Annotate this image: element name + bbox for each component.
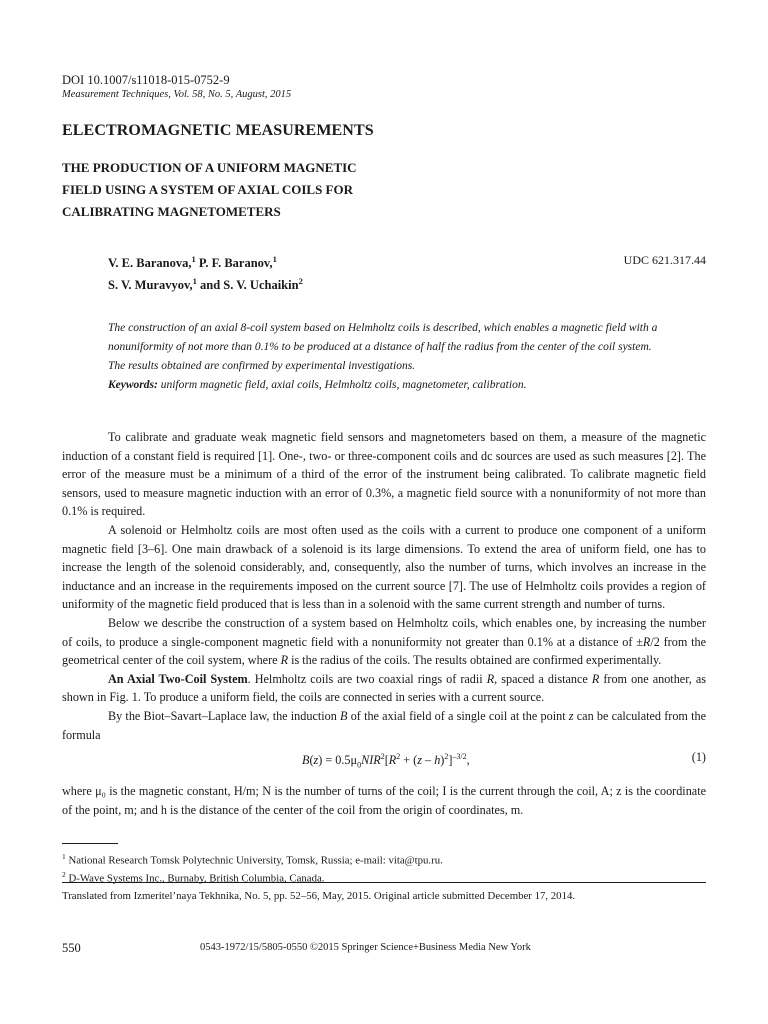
footnote: $^1$ National Research Tomsk Polytechnic University, Tomsk, Russia; e-mail: vita@tpu.ru.: [62, 852, 443, 867]
body-paragraph: A solenoid or Helmholtz coils are most often used as the coils with a current to produce one component of a uniform magnetic field [3–6]. One main drawback of a solenoid is its large dimensions. To extend the area of uniform field, one has to increase the length of the solenoid considerably, and, consequently, also the number of turns, which involves an increase in the inductance and an increase in the requirements imposed on the current source [7]. The use of Helmholtz coils provides a region of uniformity of the magnetic field produced that is less than in a solenoid with the same current strength and number of turns.: [62, 522, 706, 612]
body-paragraph: To calibrate and graduate weak magnetic field sensors and magnetometers based on them, a measure of the magnetic induction of a constant field is required [1]. One-, two- or three-component coils and dc sources are used as such measures [2]. The error of the measure must be a minimum of a third of the error of the instrument being calibrated. To calibrate magnetic field sensors, used to measure magnetic induction with an error of 0.3%, a magnetic field source with a nonuniformity of not more than 0.1% is required.: [62, 430, 706, 519]
copyright-line: 0543-1972/15/5805-0550 ©2015 Springer Science+Business Media New York: [200, 942, 531, 953]
udc-code: UDC 621.317.44: [623, 253, 706, 267]
footnote-divider: [62, 843, 118, 844]
translation-divider: [62, 882, 706, 883]
body-paragraph: An Axial Two-Coil System. Helmholtz coils are two coaxial rings of radii R, spaced a distance R from one another, as shown in Fig. 1. To produce a uniform field, the coils are connected in series with a current source.: [62, 671, 707, 705]
keywords-list: uniform magnetic field, axial coils, Helmholtz coils, magnetometer, calibration.: [157, 379, 527, 391]
keywords-label: Keywords:: [108, 379, 158, 391]
equation-number: (1): [691, 750, 706, 765]
title-line: CALIBRATING MAGNETOMETERS: [62, 204, 281, 219]
affiliation-mark: 1: [192, 276, 197, 287]
equation-row: [62, 744, 706, 774]
page-number: 550: [62, 941, 81, 955]
footnotes: [62, 850, 443, 885]
body-paragraph: Below we describe the construction of a system based on Helmholtz coils, which enables one, by increasing the number of coils, to produce a single-component magnetic field with a nonuniformity not greater than 0.1% at a distance of ±R/2 from the geometrical center of the coil system, where R is the radius of the coils. The results obtained are confirmed experimentally.: [62, 615, 706, 668]
footnote: $^2$ D-Wave Systems Inc., Burnaby, British Columbia, Canada.: [62, 869, 325, 885]
abstract-text: The construction of an axial 8-coil system based on Helmholtz coils is described, which enables a magnetic field with a nonuniformity of not more than 0.1% to be produced at a distance of half the radius from the center of the coil system. The results obtained are confirmed by experimental investigations.: [108, 322, 658, 372]
affiliation-mark: 1: [272, 254, 277, 264]
translation-note: Translated from Izmeritel’naya Tekhnika, No. 5, pp. 52–56, May, 2015. Original article submitted December 17, 2014.: [62, 890, 576, 902]
author-name: S. V. Muravyov,: [108, 278, 193, 293]
author-name: P. F. Baranov,: [195, 256, 273, 271]
author-name: V. E. Baranova,: [108, 256, 192, 271]
affiliation-mark: 2: [298, 276, 303, 287]
article-title: [62, 157, 462, 223]
title-line: THE PRODUCTION OF A UNIFORM MAGNETIC: [62, 160, 357, 175]
equation: $B(z) = 0.5\mu_0NIR^2[R^2 + (z - h)^2]^{-3/2}$,: [302, 752, 470, 770]
article-body: [62, 428, 706, 819]
author-list: [108, 250, 303, 294]
journal-citation: Measurement Techniques, Vol. 58, No. 5, August, 2015: [62, 89, 292, 100]
doi-line: DOI 10.1007/s11018-015-0752-9: [62, 73, 230, 87]
abstract: [108, 319, 660, 395]
affiliation-mark: 1: [191, 254, 196, 264]
body-paragraph: where μ₀ is the magnetic constant, H/m; N is the number of turns of the coil; I is the current through the coil, A; z is the coordinate of the point, m; and h is the distance of the center of the coil from the origin of coordinates, m.: [62, 784, 706, 817]
title-line: FIELD USING A SYSTEM OF AXIAL COILS FOR: [62, 182, 354, 197]
author-name: and S. V. Uchaikin: [196, 278, 299, 293]
section-heading: ELECTROMAGNETIC MEASUREMENTS: [62, 122, 374, 139]
body-paragraph: By the Biot–Savart–Laplace law, the induction B of the axial field of a single coil at the point z can be calculated from the formula: [62, 708, 706, 742]
subsection-heading: An Axial Two-Coil System: [108, 671, 248, 686]
